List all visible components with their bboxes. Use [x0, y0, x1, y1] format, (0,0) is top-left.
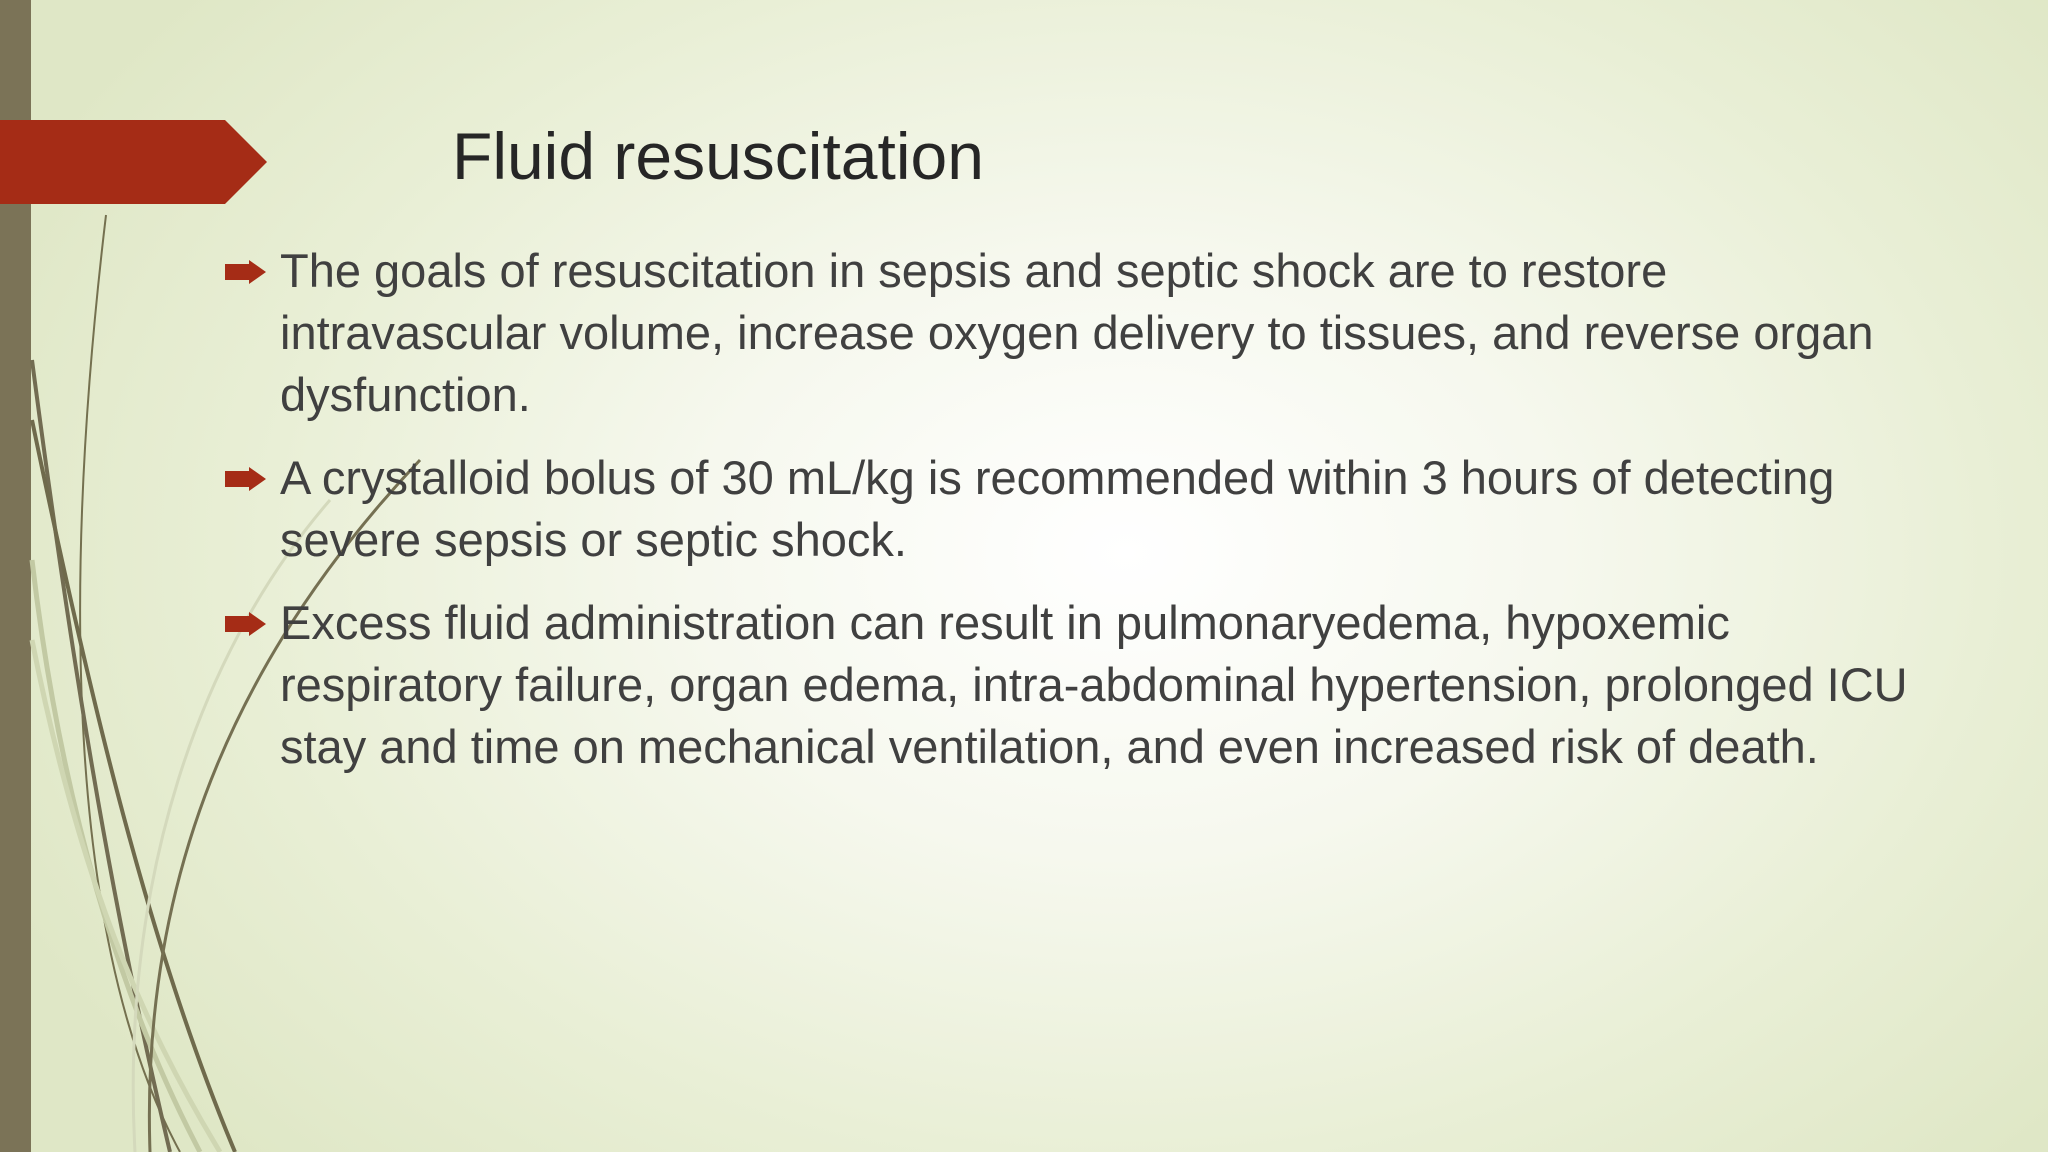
list-item [222, 447, 1912, 571]
arrow-right-icon [225, 260, 266, 284]
list-item [222, 240, 1912, 426]
bullet-text: A crystalloid bolus of 30 mL/kg is recommended within 3 hours of detecting severe sepsis or septic shock. [280, 451, 1835, 566]
list-item [222, 592, 1912, 778]
arrow-right-icon [225, 612, 266, 636]
arrow-right-icon [225, 467, 266, 491]
slide-title: Fluid resuscitation [452, 119, 984, 193]
bullet-list [222, 240, 1912, 799]
bullet-text: The goals of resuscitation in sepsis and septic shock are to restore intravascular volume, increase oxygen delivery to tissues, and reverse organ dysfunction. [280, 244, 1874, 421]
bullet-text: Excess fluid administration can result in pulmonaryedema, hypoxemic respiratory failure, organ edema, intra-abdominal hypertension, prolonged ICU stay and time on mechanical ventilation, and even increased risk of death. [280, 596, 1908, 773]
